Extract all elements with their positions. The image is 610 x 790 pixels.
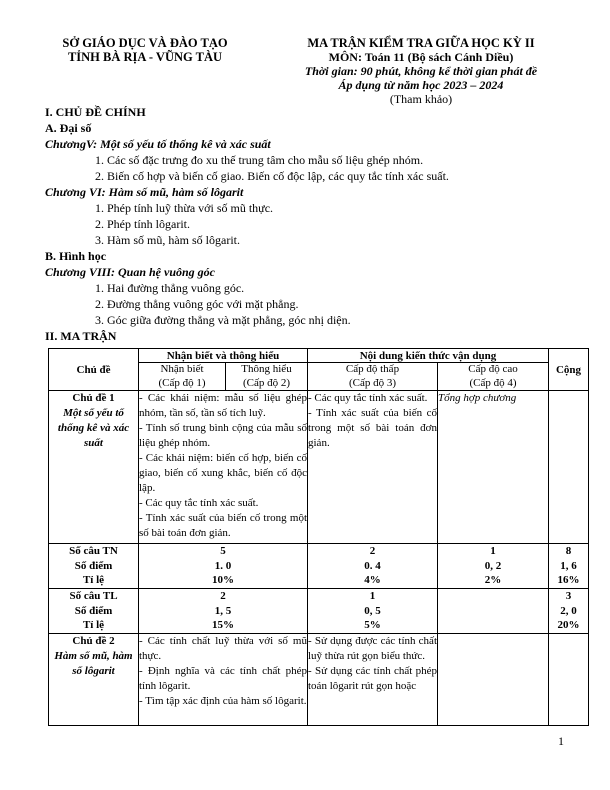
topic-2-row <box>49 634 589 726</box>
tl-low-values: 1 0, 5 5% <box>308 589 438 634</box>
list-item: 2. Phép tính lôgarit. <box>95 217 190 231</box>
authority-line-2: TỈNH BÀ RỊA - VŨNG TÀU <box>67 50 223 64</box>
col-header-level-3: Cấp độ thấp (Cấp độ 3) <box>308 363 438 391</box>
topic-1-row <box>49 391 589 544</box>
matrix-cell-paragraph: - Các tính chất luỹ thừa với số mũ thực. <box>139 635 307 662</box>
matrix-cell-paragraph: - Các quy tắc tính xác suất. <box>139 497 259 509</box>
matrix-cell-paragraph: - Sử dụng được các tính chất luỹ thừa rút gọn biểu thức. <box>308 635 437 662</box>
document-title-block <box>283 36 559 106</box>
tn-count-row <box>49 544 589 589</box>
tn-low-values: 2 0. 4 4% <box>308 544 438 589</box>
topics-outline <box>45 104 575 344</box>
col-header-recognition-group: Nhận biết và thông hiểu <box>139 349 308 363</box>
list-item: 1. Hai đường thẳng vuông góc. <box>95 281 245 295</box>
table-header-group-row <box>49 349 589 363</box>
col-header-topic: Chủ đề <box>49 349 139 391</box>
matrix-cell-paragraph: - Các quy tắc tính xác suất. <box>308 392 428 404</box>
subject-line: MÔN: Toán 11 (Bộ sách Cánh Diều) <box>328 50 514 64</box>
tl-count-row <box>49 589 589 634</box>
matrix-cell-paragraph: - Các khái niệm: biến cố hợp, biến cố giao, biến cố xung khắc, biến cố độc lập. <box>139 452 307 494</box>
col-header-level-4: Cấp độ cao (Cấp độ 4) <box>438 363 549 391</box>
matrix-cell-paragraph: - Định nghĩa và các tính chất phép tính lôgarit. <box>139 665 307 692</box>
matrix-cell-paragraph: - Các khái niệm: mẫu số liệu ghép nhóm, tần số, tần số tích luỹ. <box>139 392 307 419</box>
tn-row-labels: Số câu TN Số điểm Tỉ lệ <box>49 544 139 589</box>
topic-subtitle: Hàm số mũ, hàm số lôgarit <box>54 650 133 677</box>
tn-total-values: 8 1, 6 16% <box>549 544 589 589</box>
chapter-5-heading: ChươngV: Một số yếu tố thống kê và xác suất <box>45 137 271 151</box>
topic-1-title-cell <box>49 391 139 544</box>
tn-recognition-values: 5 1. 0 10% <box>139 544 308 589</box>
list-item: 1. Các số đặc trưng đo xu thế trung tâm cho mẫu số liệu ghép nhóm. <box>95 153 424 167</box>
topic-title: Chủ đề 2 <box>72 635 115 647</box>
matrix-table <box>48 348 589 726</box>
tl-recognition-values: 2 1, 5 15% <box>139 589 308 634</box>
tl-high-values <box>438 589 549 634</box>
col-header-level-1: Nhận biết (Cấp độ 1) <box>139 363 226 391</box>
chapter-8-heading: Chương VIII: Quan hệ vuông góc <box>45 265 216 279</box>
topic-subtitle: Một số yếu tố thống kê và xác suất <box>57 407 130 449</box>
list-item: 2. Đường thẳng vuông góc với mặt phẳng. <box>95 297 299 311</box>
section-2-heading: II. MA TRẬN <box>45 329 117 343</box>
topic-2-title-cell <box>49 634 139 726</box>
matrix-cell-paragraph: - Tính xác suất của biến cố trong một số bài toán đơn giản. <box>308 407 437 449</box>
topic-2-low-level-cell <box>308 634 438 726</box>
tl-row-labels: Số câu TL Số điểm Tỉ lệ <box>49 589 139 634</box>
reference-note: (Tham khảo) <box>389 92 453 106</box>
col-header-application-group: Nội dung kiến thức vận dụng <box>308 349 549 363</box>
topic-2-knowledge-cell <box>139 634 308 726</box>
topic-1-high-level-cell <box>438 391 549 544</box>
authority-line-1: SỞ GIÁO DỤC VÀ ĐÀO TẠO <box>62 36 228 50</box>
tl-total-values: 3 2, 0 20% <box>549 589 589 634</box>
list-item: 3. Hàm số mũ, hàm số lôgarit. <box>95 233 240 247</box>
list-item: 2. Biến cố hợp và biến cố giao. Biến cố độc lập, các quy tắc tính xác suất. <box>95 169 449 183</box>
topic-title: Chủ đề 1 <box>72 392 115 404</box>
matrix-cell-paragraph: - Tính số trung bình cộng của mẫu số liệu ghép nhóm. <box>139 422 307 449</box>
duration-line: Thời gian: 90 phút, không kể thời gian phát đề <box>304 64 538 78</box>
tn-high-values: 1 0, 2 2% <box>438 544 549 589</box>
chapter-6-heading: Chương VI: Hàm số mũ, hàm số lôgarit <box>45 185 244 199</box>
list-item: 3. Góc giữa đường thẳng và mặt phẳng, góc nhị diện. <box>95 313 351 327</box>
topic-1-low-level-cell <box>308 391 438 544</box>
page-number: 1 <box>558 734 564 748</box>
topic-1-knowledge-cell <box>139 391 308 544</box>
topic-2-high-level-cell <box>438 634 549 726</box>
matrix-cell-paragraph: - Tính xác suất của biến cố trong một số bài toán đơn giản. <box>139 512 307 539</box>
topic-2-total-cell <box>549 634 589 726</box>
list-item: 1. Phép tính luỹ thừa với số mũ thực. <box>95 201 274 215</box>
matrix-cell-paragraph: Tổng hợp chương <box>438 392 517 404</box>
matrix-cell-paragraph: - Sử dụng các tính chất phép toán lôgarit rút gọn hoặc <box>308 665 437 692</box>
document-title: MA TRẬN KIỂM TRA GIỮA HỌC KỲ II <box>307 36 535 50</box>
matrix-cell-paragraph: - Tìm tập xác định của hàm số lôgarit. <box>139 695 307 707</box>
applies-from-line: Áp dụng từ năm học 2023 – 2024 <box>338 78 504 92</box>
issuing-authority-block <box>55 36 235 64</box>
topic-1-total-cell <box>549 391 589 544</box>
col-header-level-2: Thông hiểu (Cấp độ 2) <box>226 363 308 391</box>
section-1-heading: I. CHỦ ĐỀ CHÍNH <box>45 105 146 119</box>
subsection-b-heading: B. Hình học <box>45 249 107 263</box>
subsection-a-heading: A. Đại số <box>45 121 92 135</box>
col-header-total: Cộng <box>549 349 589 391</box>
